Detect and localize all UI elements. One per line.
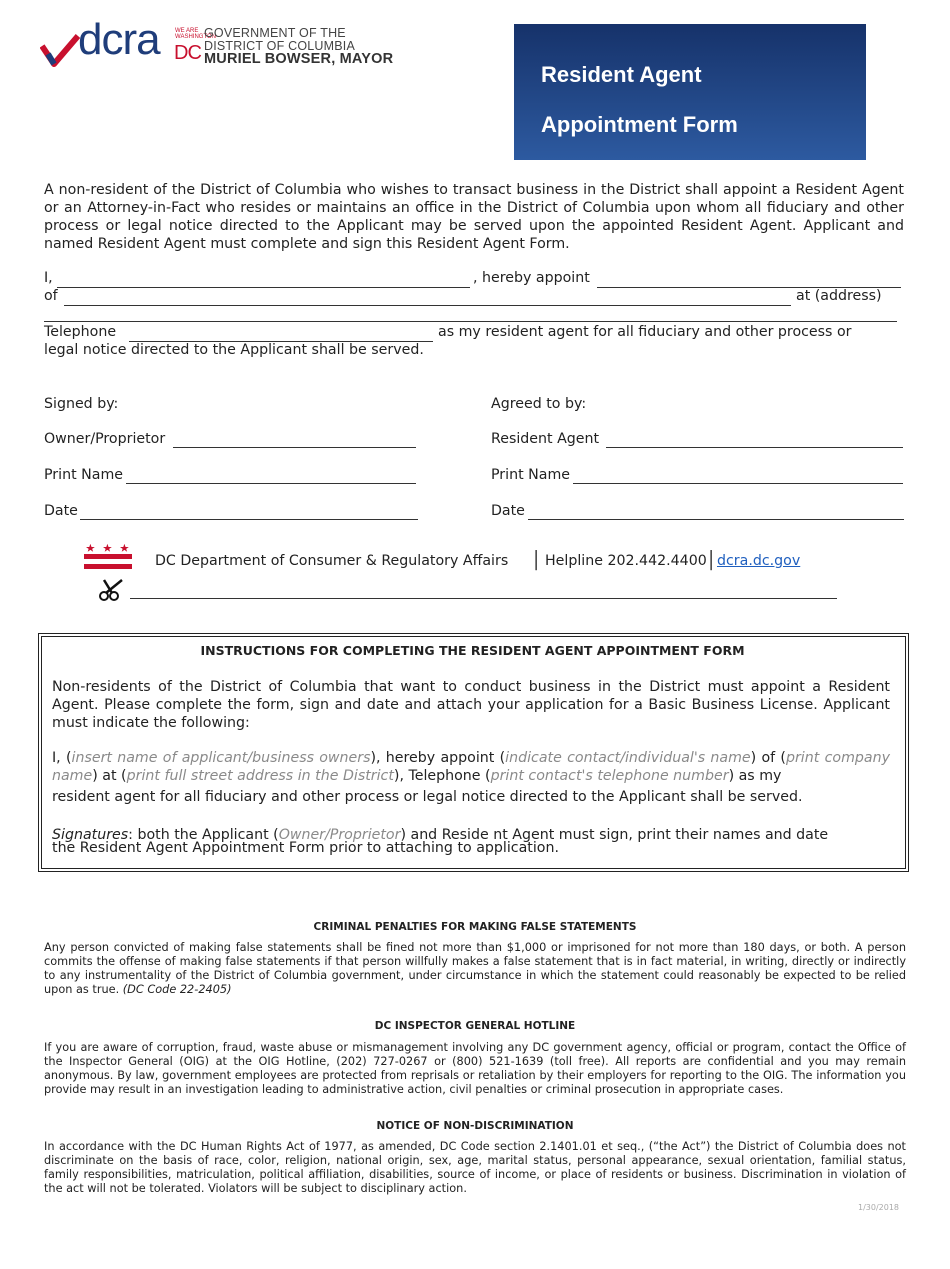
owner-print-name-field[interactable] [126, 483, 416, 484]
dcra-check-icon [40, 34, 80, 68]
gov-line-2: DISTRICT OF COLUMBIA [204, 39, 356, 53]
form-title-line-2: Appointment Form [541, 112, 738, 137]
dc-flag-icon [84, 544, 132, 570]
instructions-paragraph-2: I, (insert name of applicant/business owners), hereby appoint (indicate contact/individual's name) of (print company name) at (print full street address in the District), Telephone (print contact's telephone number) as my [52, 750, 890, 784]
scissors-icon [98, 578, 130, 602]
cut-line [130, 598, 837, 599]
owner-date-field[interactable] [80, 519, 418, 520]
instructions-paragraph-3-line-2: the Resident Agent Appointment Form prior to attaching to application. [52, 840, 559, 856]
nondiscrimination-heading: NOTICE OF NON-DISCRIMINATION [376, 1120, 574, 1132]
appoint-tail-line-1: as my resident agent for all fiduciary and other process or [438, 324, 852, 340]
hint-street-address: print full street address in the District [126, 768, 394, 784]
instructions-paragraph-3: Signatures: both the Applicant (Owner/Proprietor) and Reside nt Agent must sign, print their names and date [52, 827, 829, 843]
dcra-logo-text: dcra [78, 15, 160, 64]
at-address-label: at (address) [796, 288, 882, 304]
owner-date-label: Date [44, 503, 78, 519]
hint-agent-name: indicate contact/individual's name [505, 750, 751, 766]
mayor-name: MURIEL BOWSER, MAYOR [204, 51, 394, 67]
agent-print-name-field[interactable] [573, 483, 903, 484]
of-label: of [44, 288, 58, 304]
owner-proprietor-label: Owner/Proprietor [44, 431, 166, 447]
i-label: I, [44, 270, 53, 286]
hint-company-name: print company name [52, 750, 890, 784]
department-name: DC Department of Consumer & Regulatory Affairs [155, 553, 509, 569]
version-date: 1/30/2018 [858, 1203, 900, 1212]
address-field[interactable] [44, 321, 897, 322]
resident-agent-label: Resident Agent [491, 431, 600, 447]
dcra-website-link-text[interactable]: dcra.dc.gov [717, 553, 801, 569]
hotline-heading: DC INSPECTOR GENERAL HOTLINE [374, 1020, 576, 1032]
signed-by-heading: Signed by: [44, 396, 119, 412]
hint-telephone: print contact's telephone number [490, 768, 729, 784]
penalties-heading: CRIMINAL PENALTIES FOR MAKING FALSE STATEMENTS [313, 921, 637, 933]
helpline: Helpline 202.442.4400 [545, 553, 707, 569]
intro-paragraph: A non-resident of the District of Columbia who wishes to transact business in the District shall appoint a Resident Agent or an Attorney-in-Fact who resides or maintains an office in the District of Columbia upon whom all fiduciary and other process or legal notice directed to the Applicant may be served upon the appointed Resident Agent. Applicant and named Resident Agent must complete and sign this Resident Agent Form. [44, 182, 904, 252]
appoint-tail-line-2: legal notice directed to the Applicant shall be served. [44, 342, 424, 358]
gov-line-1: GOVERNMENT OF THE [204, 26, 346, 40]
hereby-appoint-label: , hereby appoint [473, 270, 590, 286]
telephone-label: Telephone [44, 324, 117, 340]
owner-signature-field[interactable] [173, 447, 416, 448]
applicant-name-field[interactable] [57, 287, 470, 288]
agent-date-field[interactable] [528, 519, 904, 520]
dcra-website-link[interactable] [717, 553, 800, 569]
instructions-paragraph-1: Non-residents of the District of Columbia that want to conduct business in the District must appoint a Resident Agent. Please complete the form, sign and date and attach your application for a Basic Business License. Applicant must indicate the following: [52, 679, 890, 731]
hint-owner-proprietor: Owner/Proprietor [278, 827, 401, 843]
title-box [514, 24, 866, 160]
nondiscrimination-text: In accordance with the DC Human Rights Act of 1977, as amended, DC Code section 2.1401.01 et seq., (“the Act”) the District of Columbia does not discriminate on the basis of race, color, religion, national origin, sex, age, marital status, personal appearance, sexual orientation, familial status, family responsibilities, matriculation, political affiliation, disabilities, source of income, or place of residents or business. Discrimination in violation of the act will not be tolerated. Violators will be subject to disciplinary action. [44, 1140, 906, 1195]
we-are-washington-mark: WE ARE WASHINGTON [175, 28, 217, 40]
hotline-text: If you are aware of corruption, fraud, waste abuse or mismanagement involving any DC government agency, official or program, contact the Office of the Inspector General (OIG) at the OIG Hotline, (202) 727-0267 or (800) 521-1639 (toll free). All reports are confidential and you may remain anonymous. By law, government employees are protected from reprisals or retaliation by their employers for reporting to the OIG. The information you provide may result in an investigation leading to administrative action, civil penalties or criminal prosecution in appropriate cases. [44, 1041, 906, 1096]
agreed-to-by-heading: Agreed to by: [491, 396, 587, 412]
hint-applicant-name: insert name of applicant/business owners [71, 750, 371, 766]
owner-print-name-label: Print Name [44, 467, 124, 483]
resident-agent-signature-field[interactable] [606, 447, 903, 448]
instructions-heading: INSTRUCTIONS FOR COMPLETING THE RESIDENT AGENT APPOINTMENT FORM [200, 643, 745, 658]
agent-print-name-label: Print Name [491, 467, 571, 483]
penalties-text: Any person convicted of making false statements shall be fined not more than $1,000 or imprisoned for not more than 180 days, or both. A person commits the offense of making false statements if that person willfully makes a false statement that is in fact material, in writing, directly or indirectly to any instrumentality of the District of Columbia government, under circumstance in which the statement could reasonably be expected to be relied upon as true. (DC Code 22-2405) [44, 941, 906, 996]
instructions-paragraph-2-line-2: resident agent for all fiduciary and other process or legal notice directed to the Applicant shall be served. [52, 789, 803, 805]
separator-2: │ [706, 551, 717, 571]
company-name-field[interactable] [64, 305, 791, 306]
dc-mark: DC [174, 42, 201, 64]
separator-1: │ [531, 551, 542, 571]
form-title-line-1: Resident Agent [541, 62, 702, 87]
agent-date-label: Date [491, 503, 525, 519]
